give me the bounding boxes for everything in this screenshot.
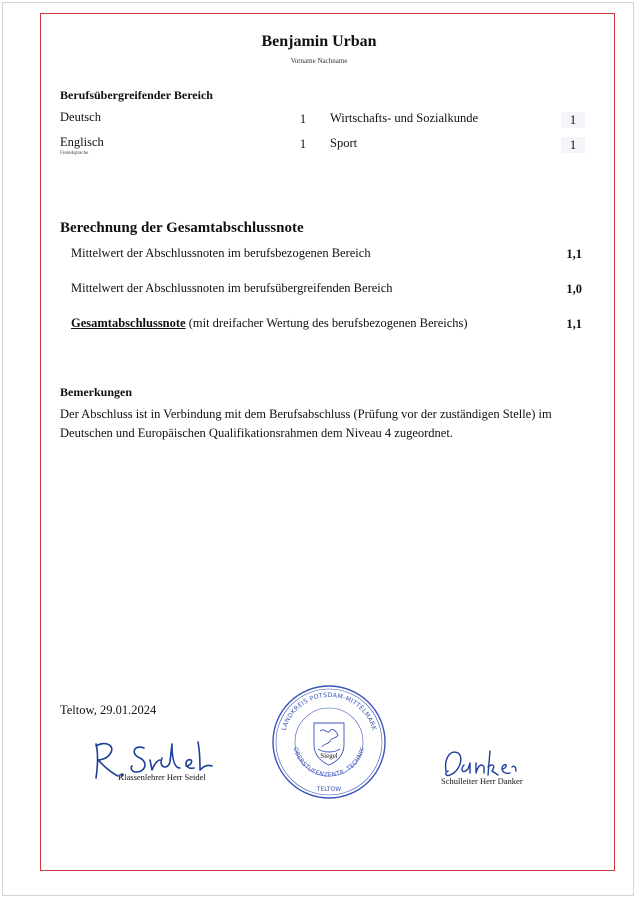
calc-row-berufsbezogen-label: Mittelwert der Abschlussnoten im berufsbezogenen Bereich (71, 246, 371, 260)
subject-englisch: Englisch (60, 135, 104, 149)
general-section-title: Berufsübergreifender Bereich (60, 88, 213, 102)
subject-englisch-note: Fremdsprache (60, 151, 89, 156)
seal-label: Siegel (320, 752, 338, 760)
subject-deutsch: Deutsch (60, 110, 101, 124)
svg-text:OBERSTUFENZENTR. TECHNIK: OBERSTUFENZENTR. TECHNIK (291, 746, 367, 779)
grade-deutsch: 1 (299, 112, 307, 126)
grade-sport: 1 (561, 137, 585, 153)
final-grade-value: 1,1 (566, 317, 582, 331)
subject-wiso: Wirtschafts- und Sozialkunde (330, 111, 479, 125)
final-grade-row (71, 316, 468, 331)
calculation-title: Berechnung der Gesamtabschlussnote (60, 220, 304, 236)
final-grade-suffix: (mit dreifacher Wertung des berufsbezogenen Bereichs) (188, 316, 468, 330)
final-grade-label: Gesamtabschlussnote (71, 316, 186, 330)
remarks-title: Bemerkungen (60, 385, 132, 399)
teacher-caption: Klassenlehrer Herr Seidel (118, 772, 206, 782)
name-caption: Vorname Nachname (290, 57, 348, 65)
svg-text:TELTOW: TELTOW (316, 786, 342, 793)
calc-row-berufsbezogen-value: 1,1 (566, 247, 582, 261)
place-date: Teltow, 29.01.2024 (60, 703, 157, 717)
calc-row-uebergreifend-label: Mittelwert der Abschlussnoten im berufsübergreifenden Bereich (71, 281, 393, 295)
subject-sport: Sport (330, 136, 358, 150)
svg-text:LANDKREIS POTSDAM-MITTELMARK: LANDKREIS POTSDAM-MITTELMARK (280, 691, 378, 732)
grade-englisch: 1 (299, 137, 307, 151)
principal-caption: Schulleiter Herr Danker (441, 776, 523, 786)
remarks-text: Der Abschluss ist in Verbindung mit dem Berufsabschluss (Prüfung vor der zuständigen Stelle) im Deutschen und Europäischen Qualifikationsrahmen dem Niveau 4 zugeordnet. (60, 407, 552, 440)
grade-wiso: 1 (561, 112, 585, 128)
official-seal (270, 683, 388, 801)
calc-row-uebergreifend-value: 1,0 (566, 282, 582, 296)
student-name: Benjamin Urban (261, 33, 377, 50)
